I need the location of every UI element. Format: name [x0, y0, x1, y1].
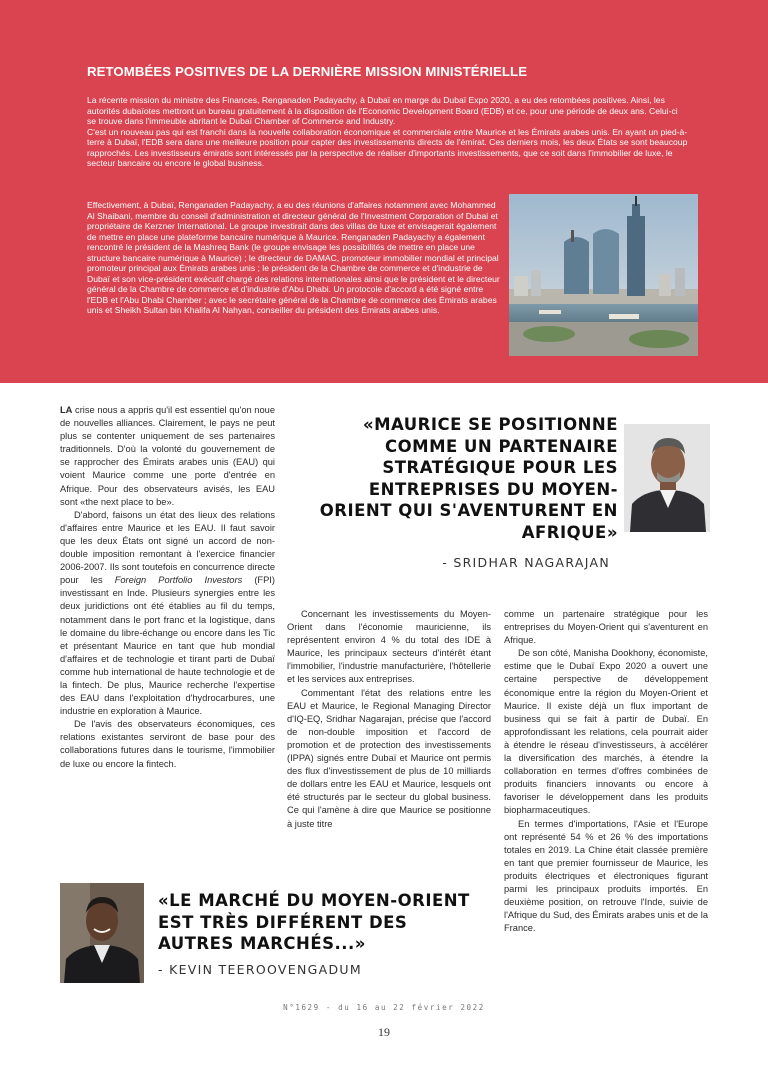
column-3-paragraph-2: De son côté, Manisha Dookhony, économiste, estime que le Dubaï Expo 2020 a ouvert une certaine perspective de développement économique entre la région du Moyen-Orient et Maurice. Il existe déjà un flux important de business qui se fait à partir de Dubaï. En approfondissant les relations, cela pourrait aider à étendre le réseau d'investisseurs, à accélérer la diversification des marchés, à étendre la collaboration en termes d'offres combinées de produits financiers innovants ou encore à favoriser le développement dans les produits biopharmaceutiques. — [504, 648, 708, 816]
red-sidebar-box — [0, 0, 768, 383]
column-1-paragraph-1 — [60, 404, 275, 509]
column-1-paragraph-2-end: (FPI) investissant en Inde. Plusieurs synergies entre les deux juridictions ont été établies au fil du temps, notamment dans le port franc et la logistique, dans le domaine du libre-échange ou encore dans les Tic et présentant Maurice en tant que hub mondial d'affaires et de technologie et tirant parti de Dubaï comme hub international de haute technologie et de la fintech. De plus, Maurice recherche l'expertise des EAU dans l'exploitation d'hydrocarbures, une industrie en exploration à Maurice. — [60, 575, 275, 717]
column-3-paragraph-1: comme un partenaire stratégique pour les entreprises du Moyen-Orient qui s'aventurent en Afrique. — [504, 609, 708, 646]
kevin-teeroovengadum-photo — [60, 883, 144, 983]
column-1-paragraph-3: De l'avis des observateurs économiques, ces relations existantes serviront de base pour des collaborations futures dans le tourisme, l'immobilier de luxe ou encore la fintech. — [60, 719, 275, 769]
red-box-top-text — [87, 95, 688, 169]
article-column-1 — [60, 404, 275, 771]
column-1-paragraph-2-text: D'abord, faisons un état des lieux des relations d'affaires entre Maurice et les EAU. Il faut savoir que les deux États ont signé un accord de non-double imposition remontant à l'exercice financier 2006-2007. Ils sont toutefois en concurrence directe pour les — [60, 509, 275, 586]
red-box-paragraph-3: Effectivement, à Dubaï, Renganaden Padayachy, a eu des réunions d'affaires notamment avec Mohammed Al Shaibani, membre du conseil d'administration et directeur général de l'Investment Corporation of Dubai et propriétaire de Kerzner International. Le groupe investirait dans des villas de luxe et envisagerait également de mettre en place une plateforme bancaire numérique à Maurice. Renganaden Padayachy a également rencontré le président de la Mashreq Bank (le groupe envisage les possibilités de mettre en place une structure bancaire numérique à Maurice) ; le directeur de DAMAC, promoteur immobilier mondial et principal promoteur principal aux Émirats arabes unis ; le président de la Chambre de commerce et d'industrie de Dubaï et son vice-président exécutif chargé des relations internationales ainsi que le président et le directeur général de la Chambre de commerce et d'industrie d'Abu Dhabi. Un protocole d'accord a été signé entre l'EDB et l'Abu Dhabi Chamber ; avec le secrétaire général de la Chambre de commerce des Émirats arabes unis et Sheikh Sultan bin Khalifa Al Nahyan, conseiller du président des Émirats arabes unis. — [87, 200, 500, 315]
red-box-title: RETOMBÉES POSITIVES DE LA DERNIÈRE MISSION MINISTÉRIELLE — [87, 64, 528, 79]
issue-footer: N°1629 - du 16 au 22 février 2022 — [283, 1003, 485, 1012]
drop-lead: LA — [60, 405, 73, 415]
page-number: 19 — [378, 1025, 390, 1039]
pull-quote-1: «MAURICE SE POSITIONNE COMME UN PARTENAIRE STRATÉGIQUE POUR LES ENTREPRISES DU MOYEN-ORIENT QUI S'AVENTURENT EN AFRIQUE» — [319, 415, 618, 542]
column-3-paragraph-3: En termes d'importations, l'Asie et l'Europe ont représenté 54 % et 26 % des importations totales en 2019. La Chine était classée première en tant que premier fournisseur de Maurice, les produits électriques et électroniques figurant parmi les principaux produits importés. En deuxième position, on retrouve l'Inde, suivie de l'Afrique du Sud, des Émirats arabes unis et de la France. — [504, 818, 708, 934]
article-column-3 — [504, 608, 708, 935]
red-box-left-text — [87, 200, 502, 316]
fpi-term: Foreign Portfolio Investors — [114, 575, 243, 586]
pull-quote-2-author: - KEVIN TEEROOVENGADUM — [158, 962, 362, 977]
column-2-paragraph-1: Concernant les investissements du Moyen-Orient dans l'économie mauricienne, ils représentent environ 4 % du total des IDE à Maurice, les principaux secteurs d'intérêt étant l'immobilier, l'industrie manufacturière, l'hôtellerie et les services aux entreprises. — [287, 609, 491, 685]
column-1-paragraph-1-text: crise nous a appris qu'il est essentiel qu'on noue de nouvelles alliances. Clairement, le pays ne peut plus se contenter uniquement de ses partenaires traditionnels. D'où la volonté du gouvernement de se rapprocher des Émirats arabes unis (EAU) qui voient Maurice comme une porte d'entrée en Afrique. Pour des observateurs avisés, les EAU sont «the next place to be». — [60, 405, 275, 507]
sridhar-nagarajan-photo — [624, 424, 710, 532]
dubai-skyline-photo — [509, 194, 698, 356]
column-2-paragraph-2: Commentant l'état des relations entre les EAU et Maurice, le Regional Managing Director d'IQ-EQ, Sridhar Nagarajan, précise que l'accord de non-double imposition et l'accord de promotion et de protection des investissements (IPPA) signés entre Dubaï et Maurice ont permis des flux d'investissement de plus de 10 milliards de dollars entre les EAU et Maurice, lesquels ont été structurés par le secteur du global business. Ce qui l'amène à dire que Maurice se positionne à juste titre — [287, 687, 491, 829]
article-column-2 — [287, 608, 491, 831]
red-box-paragraph-1: La récente mission du ministre des Finances, Renganaden Padayachy, à Dubaï en marge du Dubaï Expo 2020, a eu des retombées positives. Ainsi, les autorités dubaïotes mettront un bureau gratuitement à la disposition de l'Economic Development Board (EDB) et ce, pour une période de deux ans. Celui-ci se trouve dans l'immeuble abritant le Dubaï Chamber of Commerce and Industry. — [87, 95, 678, 126]
pull-quote-1-author: - SRIDHAR NAGARAJAN — [442, 555, 610, 570]
red-box-paragraph-2: C'est un nouveau pas qui est franchi dans la nouvelle collaboration économique et commerciale entre Maurice et les Émirats arabes unis. En ayant un pied-à-terre à Dubaï, l'EDB sera dans une meilleure position pour capter des investissements directs de l'émirat. Ces derniers mois, les deux États se sont beaucoup rapprochés. Les investisseurs émiratis sont intéressés par la perspective de réaliser d'importants investissements, que ce soit dans l'immobilier de luxe, le secteur bancaire ou encore le global business. — [87, 126, 688, 168]
pull-quote-2: «LE MARCHÉ DU MOYEN-ORIENT EST TRÈS DIFFÉRENT DES AUTRES MARCHÉS...» — [158, 891, 470, 953]
column-1-paragraph-2 — [60, 509, 275, 719]
